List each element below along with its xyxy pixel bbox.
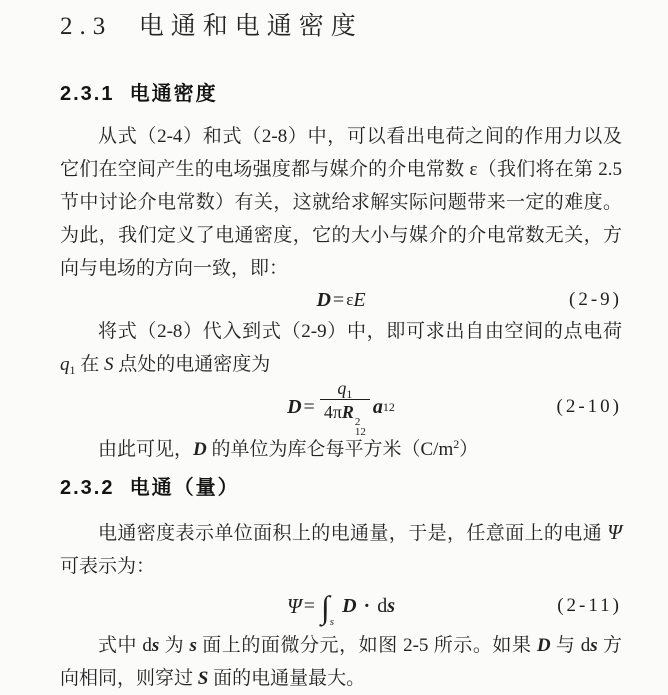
text-run: ）: [459, 439, 479, 460]
coefficient-4pi: 4π: [323, 401, 342, 422]
equation-2-9: [60, 285, 622, 315]
equation-2-11: [60, 583, 622, 629]
text-run: 由此可见，: [98, 439, 194, 460]
paragraph-surface-element: [60, 629, 622, 695]
paragraph-unit-note: [60, 433, 622, 466]
vector-D: D: [536, 635, 551, 656]
fraction-denominator: [320, 399, 370, 437]
equation-2-10: [60, 377, 622, 438]
section-heading-231: 2.3.1 电通密度: [60, 83, 218, 105]
var-E: E: [353, 288, 366, 311]
text-run: 在: [75, 354, 105, 375]
vector-S: S: [197, 668, 209, 689]
paragraph-flux-definition: [60, 516, 622, 583]
var-q1-subscript: 1: [346, 386, 353, 401]
var-S: S: [104, 354, 114, 375]
fraction: [320, 378, 370, 437]
text-run: 的单位为库仑每平方米（C/m: [206, 439, 454, 460]
equation-number-2-10: (2-10): [556, 396, 622, 417]
vector-D: D: [193, 439, 207, 460]
text-run: 为: [159, 635, 190, 656]
text-run: 电通密度表示单位面积上的电通量，于是，任意面上的电通: [98, 523, 608, 544]
text-run: 方向相同，则穿过: [60, 635, 622, 689]
vector-D: D: [342, 594, 357, 617]
differential-d: d: [377, 594, 388, 617]
subscript-12: 12: [354, 425, 366, 438]
paragraph-intro: 从式（2-4）和式（2-8）中，可以看出电荷之间的作用力以及它们在空间产生的电场强度都与媒介的介电常数 ε（我们将在第 2.5 节中讨论介电常数）有关，这就给求解实际问题带来一定的难度。为此，我们定义了电通密度，它的大小与媒介的介电常数无关，方向与电场的方向一致，即：: [60, 126, 622, 279]
vector-s: s: [151, 635, 160, 656]
paragraph-substitution: [60, 315, 622, 381]
var-q1-subscript: 1: [69, 363, 76, 377]
var-psi: Ψ: [286, 593, 302, 618]
dot-operator: ·: [363, 594, 371, 617]
text-run: 面的电通量最大。: [208, 668, 366, 689]
integral-subscript-s: s: [329, 616, 335, 628]
vector-R12: R: [341, 401, 354, 422]
epsilon-symbol: ε: [346, 290, 354, 309]
text-run: 可表示为：: [60, 556, 156, 577]
vector-D: D: [287, 395, 302, 418]
equals-sign: =: [303, 594, 316, 617]
fraction-numerator: [331, 378, 358, 399]
vector-s: s: [189, 635, 197, 656]
section-heading-232: 2.3.2 电通（量）: [60, 477, 240, 499]
unit-vector-a12: a: [372, 395, 383, 418]
sub-sup-stack: [355, 417, 366, 437]
vector-s: s: [590, 635, 598, 656]
chapter-heading: 2.3 电通和电通密度: [60, 13, 363, 40]
equation-number-2-11: (2-11): [557, 595, 622, 616]
text-run: 式中 d: [98, 635, 152, 656]
vector-s: s: [387, 594, 395, 617]
equation-number-2-9: (2-9): [569, 289, 622, 310]
equals-sign: =: [303, 395, 315, 418]
text-run: 与 d: [550, 635, 591, 656]
text-run: 点处的电通密度为: [113, 354, 271, 375]
equation-body: [286, 589, 395, 628]
squared-superscript: 2: [453, 437, 460, 451]
text-run: 面上的面微分元，如图 2-5 所示。如果: [196, 635, 537, 656]
superscript-2: 2: [354, 415, 361, 428]
vector-D: D: [316, 288, 331, 311]
var-psi: Ψ: [607, 520, 622, 544]
equation-body: [316, 289, 365, 312]
var-q1: q: [60, 354, 70, 375]
equals-sign: =: [332, 288, 345, 311]
text-run: 将式（2-8）代入到式（2-9）中，即可求出自由空间的点电荷: [98, 321, 622, 342]
equation-body: D = $q_1$ 4πR 2 12 a 12: [287, 377, 395, 438]
integral-symbol: ∫: [321, 589, 330, 625]
var-q1: q: [337, 377, 347, 398]
